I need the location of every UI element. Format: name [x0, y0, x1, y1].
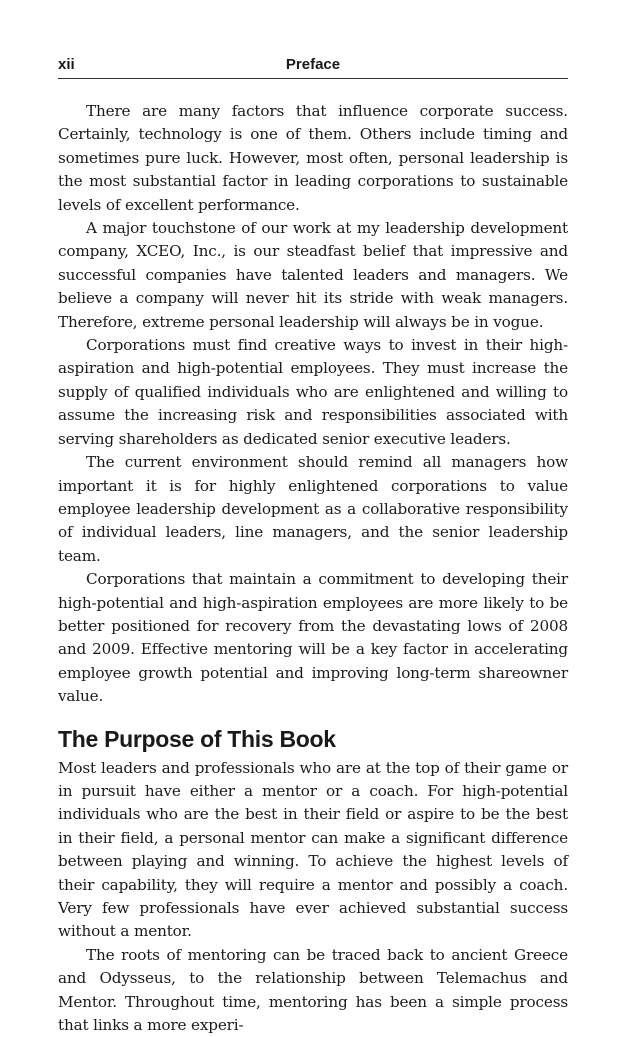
page-body: [58, 100, 568, 1037]
paragraph: There are many factors that influence corporate success. Certainly, technology is one of them. Others include timing and sometimes pure luck. However, most often, personal leadership is the most substantial factor in leading corporations to sustainable levels of excellent performance.: [58, 102, 568, 214]
running-head-title: Preface: [285, 56, 341, 73]
paragraph: Corporations that maintain a commitment to developing their high-potential and high-aspiration employees are more likely to be better positioned for recovery from the devastating lows of 2008 and 2009. Effective mentoring will be a key factor in accelerating employee growth potential and improving long-term shareowner value.: [58, 570, 568, 706]
paragraph: Most leaders and professionals who are at the top of their game or in pursuit have either a mentor or a coach. For high-potential individuals who are the best in their field or aspire to be the best in their field, a personal mentor can make a significant difference between playing and winning. To achieve the highest levels of their capability, they will require a mentor and possibly a coach. Very few professionals have ever achieved substantial success without a mentor.: [58, 758, 568, 941]
page-number: xii: [58, 56, 75, 73]
section-heading: The Purpose of This Book: [58, 725, 336, 752]
book-page: [58, 52, 568, 1037]
running-header: [58, 52, 568, 79]
paragraph: Corporations must find creative ways to invest in their high-aspiration and high-potential employees. They must increase the supply of qualified individuals who are enlightened and willing to assume the increasing risk and responsibilities associated with serving shareholders as dedicated senior executive leaders.: [58, 336, 568, 448]
paragraph: A major touchstone of our work at my leadership development company, XCEO, Inc., is our steadfast belief that impressive and successful companies have talented leaders and managers. We believe a company will never hit its stride with weak managers. Therefore, extreme personal leadership will always be in vogue.: [58, 219, 568, 331]
paragraph: The roots of mentoring can be traced back to ancient Greece and Odysseus, to the relationship between Telemachus and Mentor. Throughout time, mentoring has been a simple process that links a more experi-: [58, 945, 568, 1035]
paragraph: The current environment should remind all managers how important it is for highly enlightened corporations to value employee leadership development as a collaborative responsibility of individual leaders, line managers, and the senior leadership team.: [58, 453, 568, 565]
